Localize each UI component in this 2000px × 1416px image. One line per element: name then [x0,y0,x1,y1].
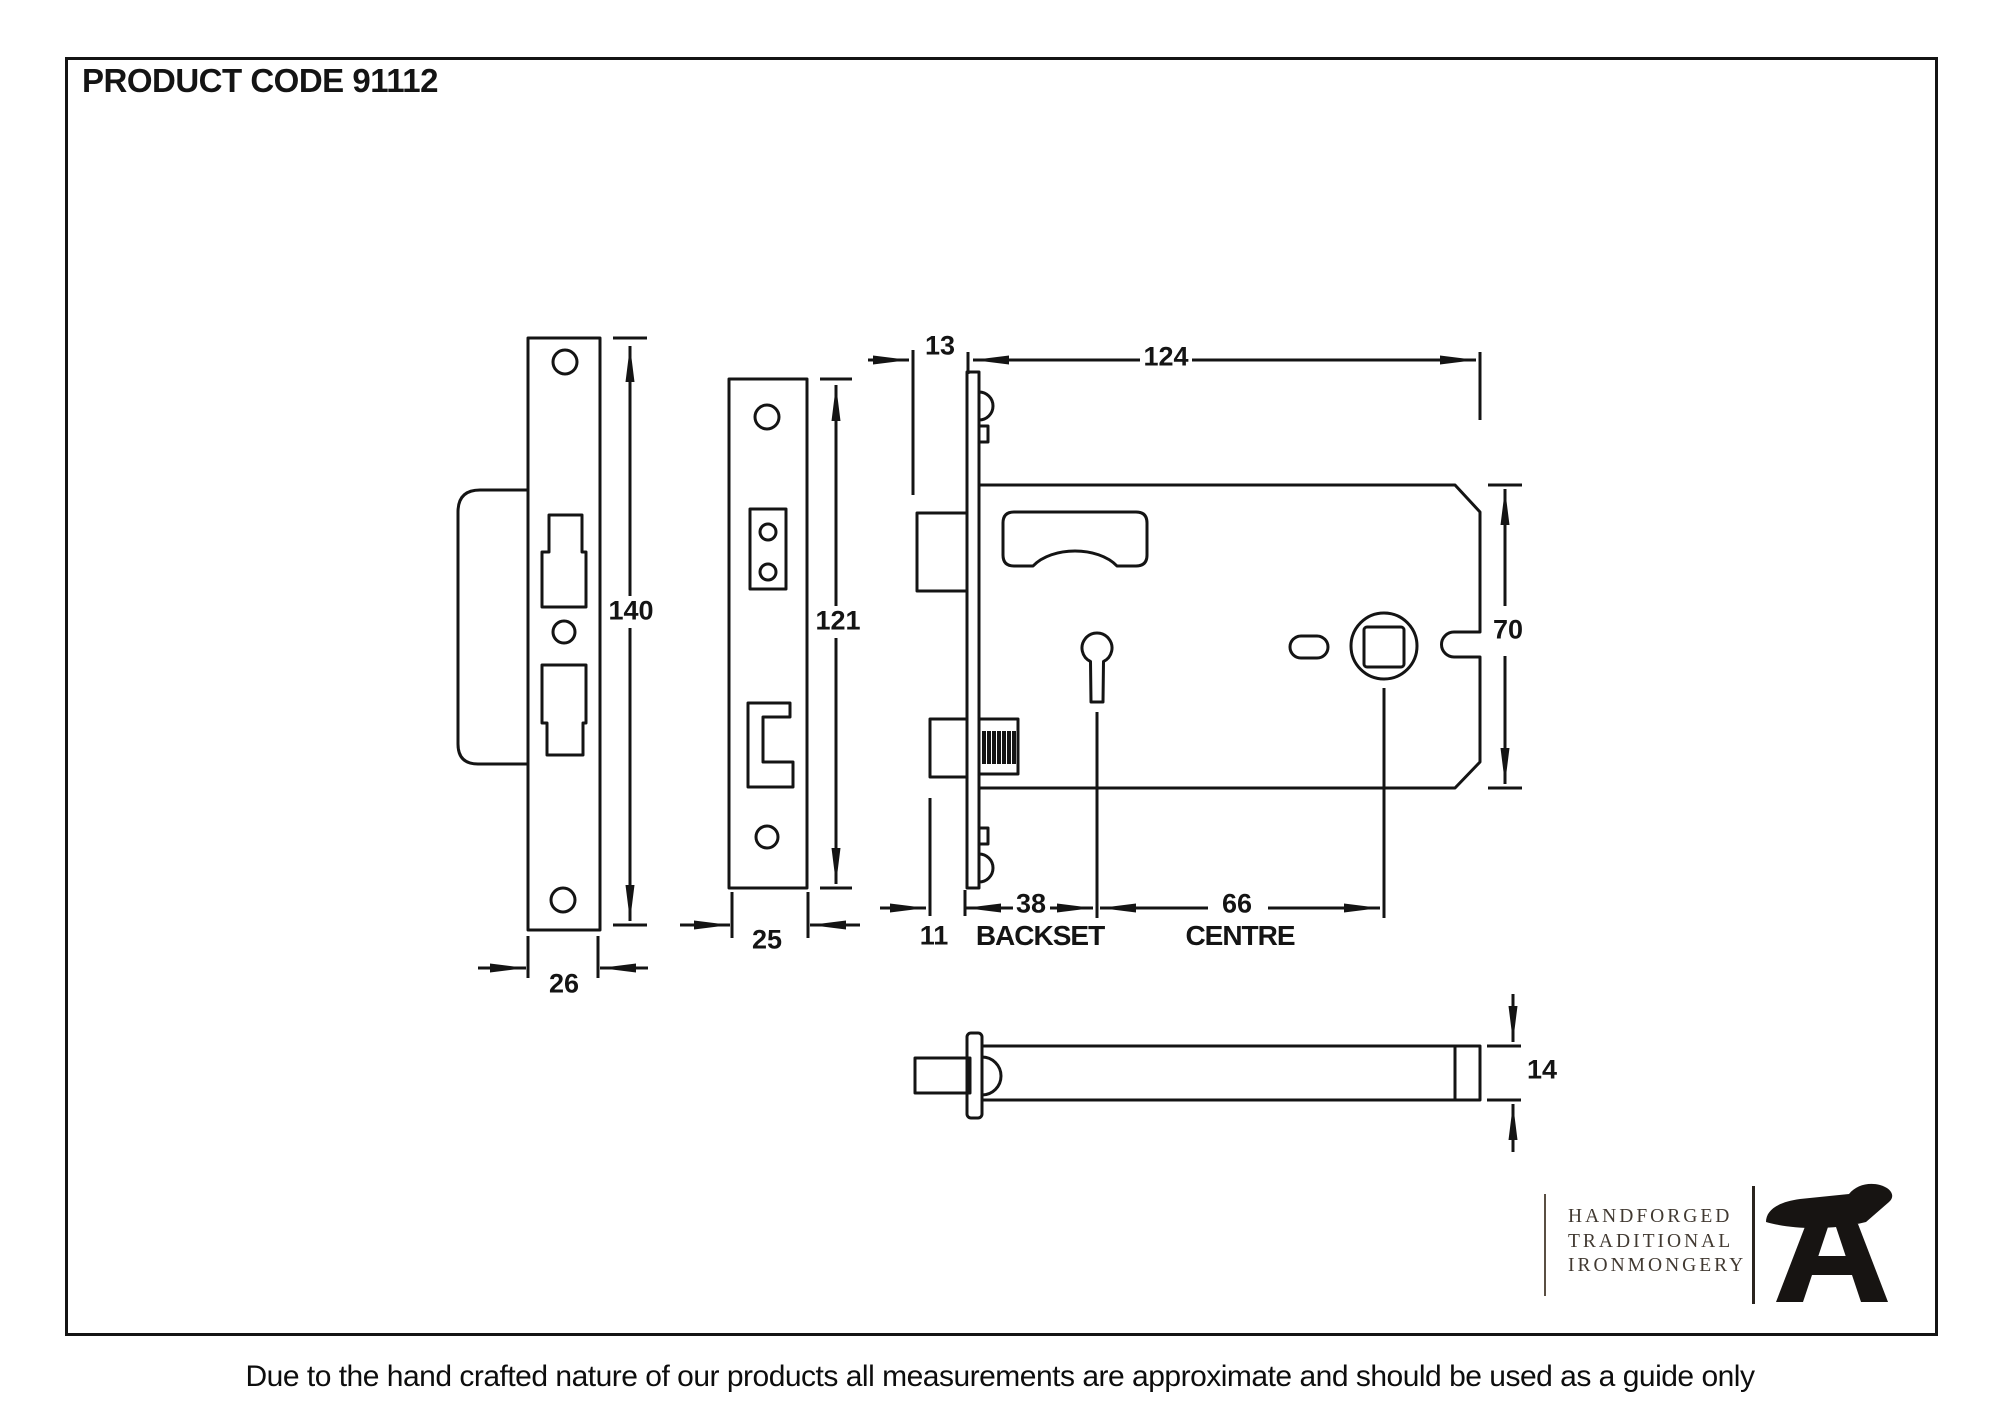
strike-screw-hole-top [553,350,577,374]
dim-latch-projection: 13 [922,333,958,360]
logo-line-1: HANDFORGED [1568,1206,1733,1227]
strike-flange [458,490,528,764]
faceplate-side [967,372,979,888]
follower-plate [750,509,786,589]
strike-screw-hole-middle [553,621,575,643]
cam-cutout [1003,512,1147,566]
strike-deadbolt-cutout [542,665,586,755]
spring-coils [984,731,1014,764]
faceplate-front-view [680,379,860,938]
latch-bolt-bottom [915,1058,970,1093]
strike-screw-hole-bottom [551,888,575,912]
faceplate-detail-top [979,392,993,420]
dim-faceplate-height: 121 [812,608,863,635]
dim-strike-width: 26 [546,971,582,998]
faceplate-detail-bottom [979,854,993,882]
dim-case-height: 70 [1490,617,1526,644]
lock-body-view [868,350,1522,918]
oval-slot [1290,636,1328,658]
faceplate-screw-hole-bottom [756,826,778,848]
logo-line-2: TRADITIONAL [1568,1230,1734,1252]
dim-case-thickness: 14 [1524,1057,1560,1084]
spindle-follower [1351,613,1417,679]
product-code: PRODUCT CODE 91112 [82,62,438,99]
latch-housing-arc [982,1057,1001,1095]
keyhole [1082,633,1112,702]
dim-faceplate-width: 25 [749,927,785,954]
anvil-icon [1766,1184,1892,1302]
logo-divider-right [1752,1186,1755,1304]
bottom-edge-view [915,994,1521,1152]
footer-disclaimer: Due to the hand crafted nature of our products all measurements are approximate and should be used as a guide only [245,1360,1755,1393]
deadbolt-head [930,719,967,777]
latch-bolt-side [917,513,967,591]
strike-latch-cutout [542,515,586,607]
faceplate-screw-hole-top [755,405,779,429]
logo-divider-left [1544,1194,1546,1296]
latch-bolt-front [748,703,793,787]
dim-case-length: 124 [1140,344,1191,371]
dim-backset-value: 38 [1013,891,1049,918]
logo-line-3: IRONMONGERY [1568,1255,1747,1276]
dim-centre-value: 66 [1219,891,1255,918]
dim-backset-label: BACKSET [973,922,1107,950]
dim-strike-height: 140 [605,598,656,625]
strike-plate-view [458,338,648,978]
spindle-square [1364,627,1404,667]
case-bottom-outline [982,1046,1480,1100]
dim-deadbolt-projection: 11 [917,923,952,950]
logo-wordmark [1568,1205,1746,1279]
dim-centre-label: CENTRE [1182,922,1297,950]
